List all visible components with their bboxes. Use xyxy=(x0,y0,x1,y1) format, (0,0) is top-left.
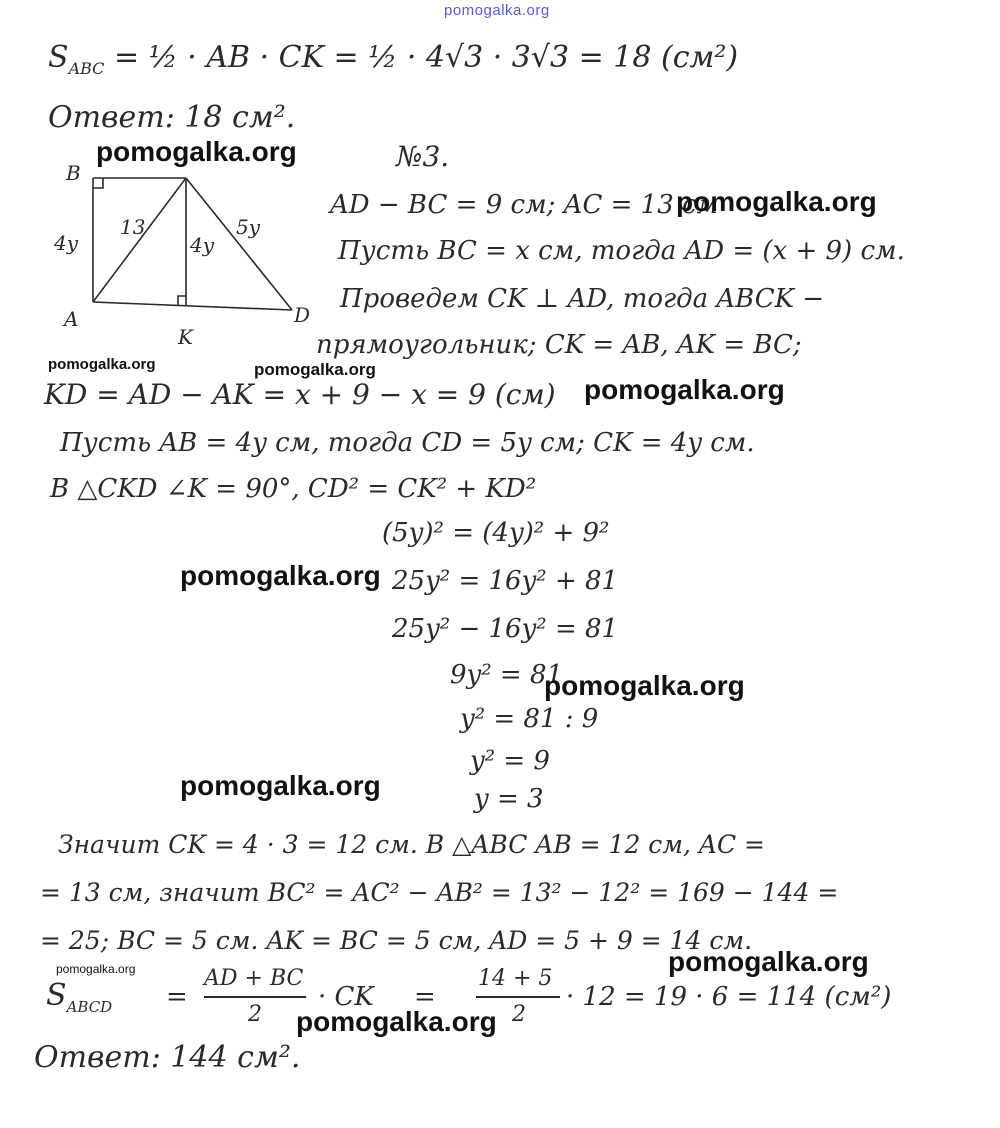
means-line: Значит CK = 4 · 3 = 12 см. В △ABC AB = 12 см, AC = xyxy=(58,830,766,859)
area-abcd-equals: = xyxy=(166,982,188,1012)
area-abcd-symbol: S xyxy=(46,978,67,1013)
watermark-5: pomogalka.org xyxy=(584,374,785,405)
area-abcd-symbol-group xyxy=(46,978,112,1016)
fraction-1-denominator: 2 xyxy=(248,1002,262,1027)
label-side-ab: 4y xyxy=(54,231,79,255)
label-d: D xyxy=(294,303,311,327)
label-side-ck: 4y xyxy=(190,233,215,257)
triangle-ckd-line: В △CKD ∠K = 90°, CD² = CK² + KD² xyxy=(50,474,537,504)
right-angle-b-mark xyxy=(93,178,103,188)
fraction-2-bar xyxy=(476,996,560,998)
label-a: A xyxy=(64,307,79,331)
fraction-2-denominator: 2 xyxy=(512,1002,526,1027)
fraction-1-numerator: AD + BC xyxy=(204,966,304,991)
equation-6: y² = 9 xyxy=(470,746,550,776)
label-side-cd: 5y xyxy=(236,215,261,239)
let-ab-line: Пусть AB = 4y см, тогда CD = 5y см; CK = 4y см. xyxy=(60,428,755,458)
fraction-1-bar xyxy=(204,996,306,998)
equation-3: 25y² − 16y² = 81 xyxy=(392,614,619,644)
watermark-3: pomogalka.org xyxy=(48,356,156,373)
let-bc-line: Пусть BC = x см, тогда AD = (x + 9) см. xyxy=(338,236,905,266)
equation-7: y = 3 xyxy=(474,784,544,814)
area-abc-symbol: S xyxy=(48,40,69,75)
side-ad-line xyxy=(93,302,292,310)
watermark-7: pomogalka.org xyxy=(544,670,745,701)
area-abc-expression: = ½ · AB · CK = ½ · 4√3 · 3√3 = 18 (см²) xyxy=(113,40,739,75)
label-k: K xyxy=(178,325,193,349)
problem-number: №3. xyxy=(396,140,450,173)
watermark-4: pomogalka.org xyxy=(254,360,376,379)
answer-1: Ответ: 18 см². xyxy=(48,100,296,135)
area-abc-subscript: ABC xyxy=(68,59,105,78)
right-angle-k-mark xyxy=(178,296,186,306)
label-b: B xyxy=(66,161,81,185)
area-abc-line xyxy=(48,40,738,78)
header-site-link[interactable]: pomogalka.org xyxy=(444,2,550,19)
diagonal-ac-line xyxy=(93,178,186,302)
answer-2: Ответ: 144 см². xyxy=(34,1040,301,1075)
label-diagonal: 13 xyxy=(120,215,146,239)
ac-continuation-line: = 13 см, значит BC² = AC² − AB² = 13² − 12² = 169 − 144 = xyxy=(40,878,839,907)
equation-5: y² = 81 : 9 xyxy=(460,704,599,734)
times-ck: · CK xyxy=(318,982,374,1012)
watermark-1: pomogalka.org xyxy=(96,136,297,167)
area-abcd-equals-2: = xyxy=(414,982,436,1012)
bc-result-line: = 25; BC = 5 см. AK = BC = 5 см, AD = 5 + 9 = 14 см. xyxy=(40,926,753,955)
area-abcd-subscript: ABCD xyxy=(66,998,113,1016)
equation-1: (5y)² = (4y)² + 9² xyxy=(382,518,610,548)
area-abcd-tail: · 12 = 19 · 6 = 114 (см²) xyxy=(566,982,892,1012)
watermark-9: pomogalka.org xyxy=(56,962,136,976)
fraction-2-numerator: 14 + 5 xyxy=(478,966,553,991)
rectangle-line: прямоугольник; CK = AB, AK = BC; xyxy=(316,330,802,360)
watermark-10: pomogalka.org xyxy=(668,946,869,977)
equation-2: 25y² = 16y² + 81 xyxy=(392,566,619,596)
equation-4: 9y² = 81 xyxy=(450,660,564,690)
kd-line: KD = AD − AK = x + 9 − x = 9 (см) xyxy=(44,378,556,411)
given-line: AD − BC = 9 см; AC = 13 см xyxy=(330,190,719,220)
watermark-11: pomogalka.org xyxy=(296,1006,497,1037)
draw-ck-line: Проведем CK ⊥ AD, тогда ABCK − xyxy=(340,284,825,314)
watermark-8: pomogalka.org xyxy=(180,770,381,801)
watermark-2: pomogalka.org xyxy=(676,186,877,217)
watermark-6: pomogalka.org xyxy=(180,560,381,591)
trapezoid-figure xyxy=(40,160,320,350)
